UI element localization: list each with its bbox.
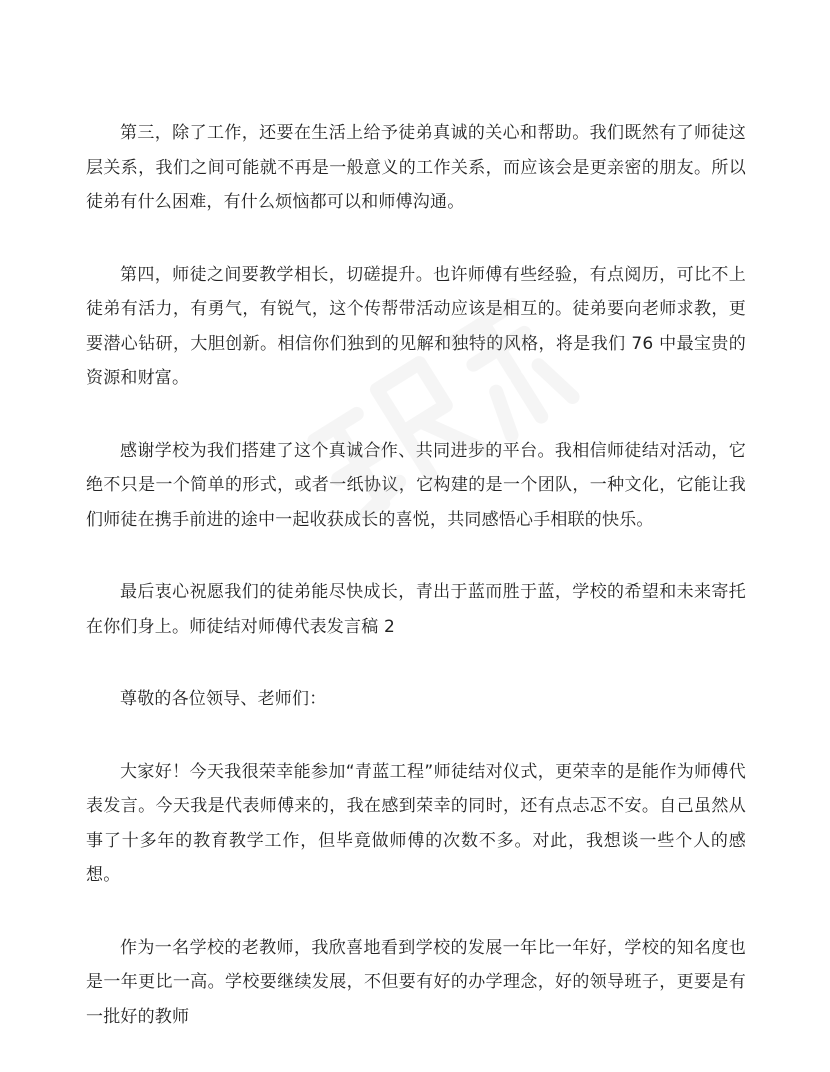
paragraph-final-wishes: 最后衷心祝愿我们的徒弟能尽快成长，青出于蓝而胜于蓝，学校的希望和未来寄托在你们身上。师徒结对师傅代表发言稿 2 xyxy=(86,582,746,637)
paragraph-greeting: 尊敬的各位领导、老师们： xyxy=(120,689,327,709)
document-body xyxy=(86,116,746,1072)
paragraph-thanks: 感谢学校为我们搭建了这个真诚合作、共同进步的平台。我相信师徒结对活动，它绝不只是一个简单的形式，或者一纸协议，它构建的是一个团队，一种文化，它能让我们师徒在携手前进的途中一起收获成长的喜悦，共同感悟心手相联的快乐。 xyxy=(86,440,746,530)
paragraph-reflection: 作为一名学校的老教师，我欣喜地看到学校的发展一年比一年好，学校的知名度也是一年更比一高。学校要继续发展，不但要有好的办学理念，好的领导班子，更要是有一批好的教师 xyxy=(86,937,746,1027)
paragraph-fourth-point: 第四，师徒之间要教学相长，切磋提升。也许师傅有些经验，有点阅历，可比不上徒弟有活力，有勇气，有锐气，这个传帮带活动应该是相互的。徒弟要向老师求教，更要潜心钻研，大胆创新。相信你们独到的见解和独特的风格，将是我们 76 中最宝贵的资源和财富。 xyxy=(86,264,746,388)
paragraph-opening: 大家好！今天我很荣幸能参加“青蓝工程”师徒结对仪式，更荣幸的是能作为师傅代表发言。今天我是代表师傅来的，我在感到荣幸的同时，还有点忐忑不安。自己虽然从事了十多年的教育教学工作，但毕竟做师傅的次数不多。对此，我想谈一些个人的感想。 xyxy=(86,761,746,885)
paragraph-third-point: 第三，除了工作，还要在生活上给予徒弟真诚的关心和帮助。我们既然有了师徒这层关系，我们之间可能就不再是一般意义的工作关系，而应该会是更亲密的朋友。所以徒弟有什么困难，有什么烦恼都可以和师傅沟通。 xyxy=(86,123,746,212)
